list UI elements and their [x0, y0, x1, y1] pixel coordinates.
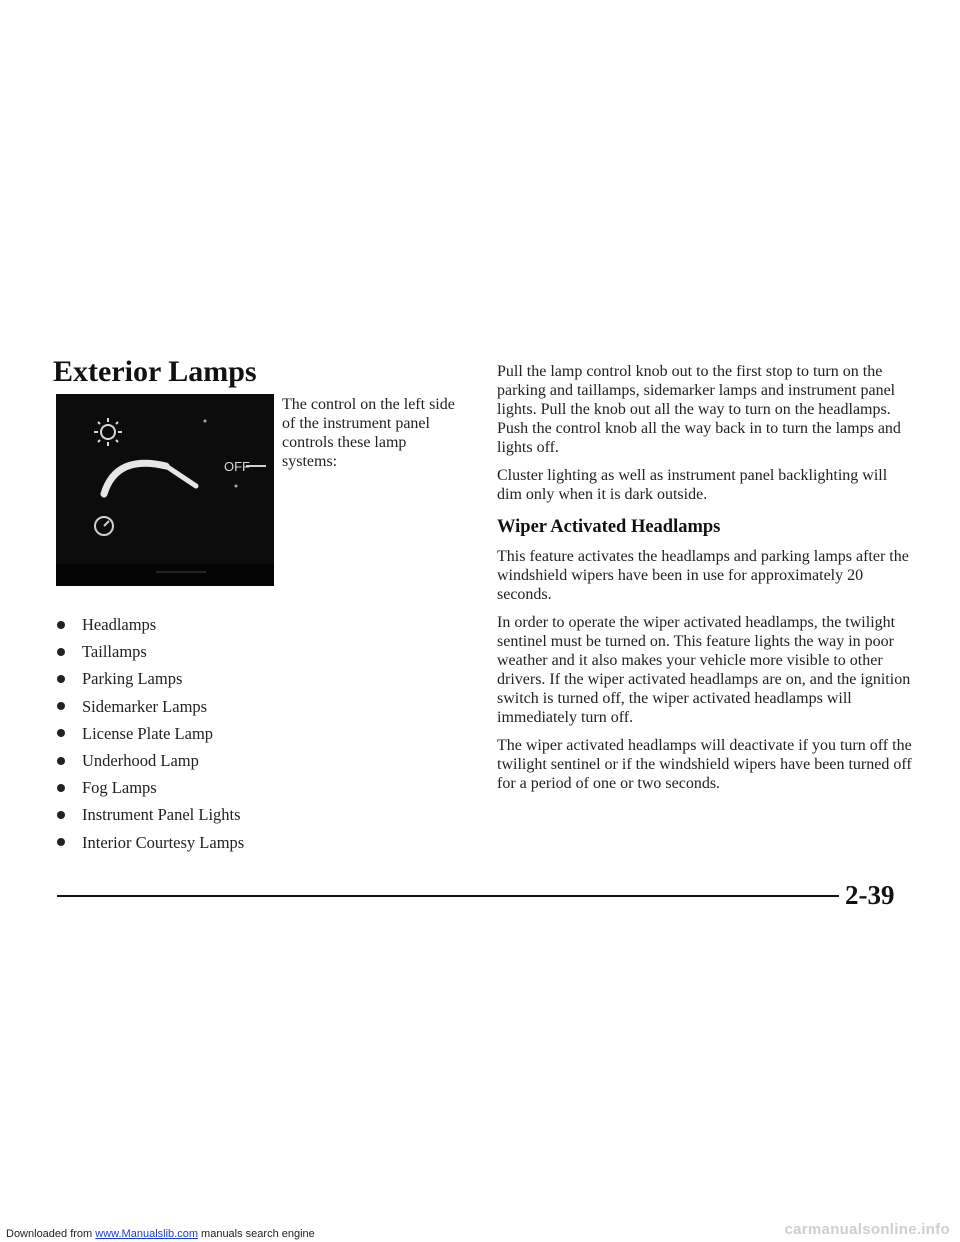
download-footer	[6, 1228, 315, 1240]
list-item: Underhood Lamp	[57, 747, 477, 774]
watermark: carmanualsonline.info	[784, 1221, 950, 1238]
bullet-icon	[57, 729, 65, 737]
paragraph: The wiper activated headlamps will deactivate if you turn off the twilight sentinel or if the windshield wipers have been turned off for a period of one or two seconds.	[497, 737, 912, 792]
bullet-icon	[57, 675, 65, 683]
list-item: License Plate Lamp	[57, 720, 477, 747]
manualslib-link[interactable]: www.Manualslib.com	[95, 1228, 198, 1240]
paragraph: Pull the lamp control knob out to the first stop to turn on the parking and taillamps, sidemarker lamps and instrument panel lights. Pull the knob out all the way to turn on the headlamps. Push the control knob all the way back in to turn the lamps and lights off.	[497, 363, 901, 456]
page-number: 2-39	[845, 880, 895, 910]
list-item: Taillamps	[57, 638, 477, 665]
off-label: OFF	[224, 459, 250, 474]
lamp-control-photo	[56, 394, 274, 586]
right-column	[497, 362, 912, 802]
lamp-list	[57, 611, 477, 856]
list-item: Interior Courtesy Lamps	[57, 829, 477, 856]
bullet-icon	[57, 811, 65, 819]
footer-suffix: manuals search engine	[197, 1228, 315, 1240]
bullet-icon	[57, 648, 65, 656]
subheading: Wiper Activated Headlamps	[497, 517, 721, 537]
intro-text: The control on the left side of the instrument panel controls these lamp systems:	[282, 396, 455, 470]
bullet-icon	[57, 757, 65, 765]
bullet-icon	[57, 702, 65, 710]
footer-prefix: Downloaded from	[6, 1228, 96, 1240]
paragraph: This feature activates the headlamps and parking lamps after the windshield wipers have been in use for approximately 20 seconds.	[497, 548, 909, 603]
paragraph: In order to operate the wiper activated headlamps, the twilight sentinel must be turned on. This feature lights the way in poor weather and it also makes your vehicle more visible to other drivers. If the wiper activated headlamps are on, and the ignition switch is turned off, the wiper activated headlamps will immediately turn off.	[497, 614, 911, 726]
lamp-control-illustration	[56, 394, 274, 586]
list-item: Instrument Panel Lights	[57, 801, 477, 828]
bullet-icon	[57, 784, 65, 792]
section-heading: Exterior Lamps	[53, 355, 257, 388]
bullet-icon	[57, 621, 65, 629]
list-item: Headlamps	[57, 611, 477, 638]
paragraph: Cluster lighting as well as instrument panel backlighting will dim only when it is dark outside.	[497, 467, 888, 503]
bullet-icon	[57, 838, 65, 846]
footer-rule	[57, 895, 839, 897]
list-item: Sidemarker Lamps	[57, 693, 477, 720]
list-item: Parking Lamps	[57, 665, 477, 692]
list-item: Fog Lamps	[57, 774, 477, 801]
